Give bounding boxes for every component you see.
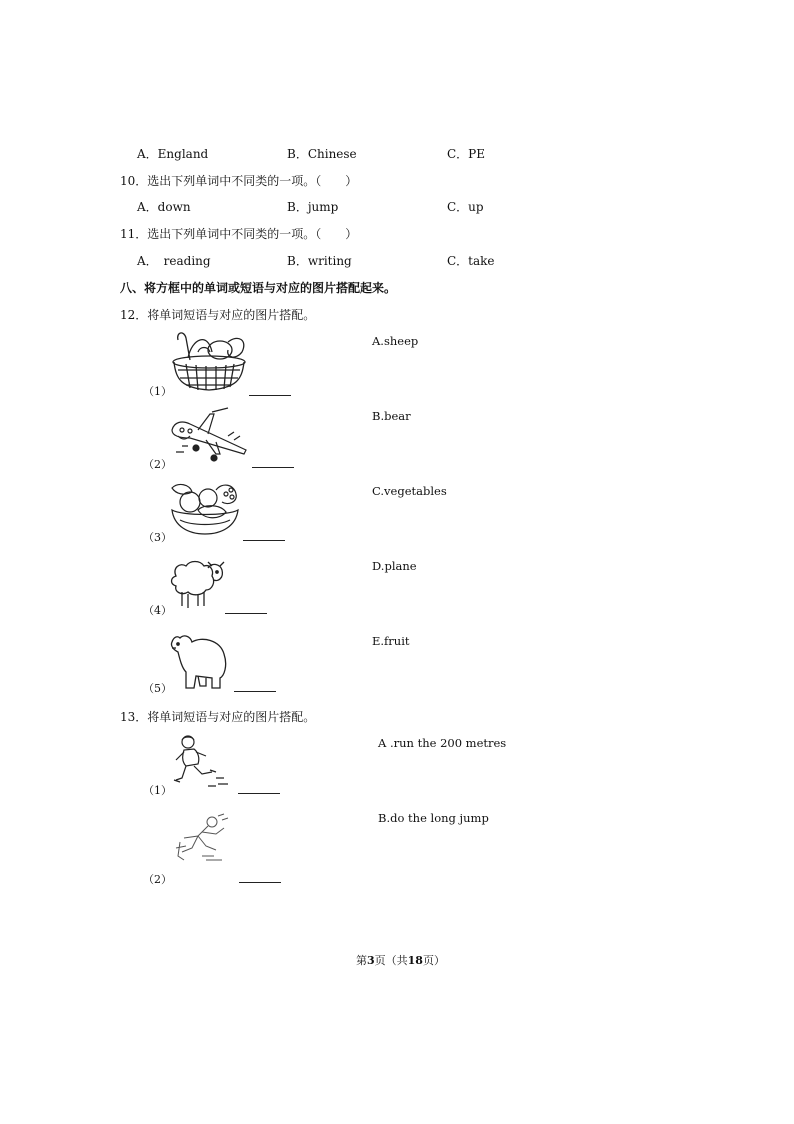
- q13-item-1-blank[interactable]: [238, 793, 280, 794]
- q10-stem: 10．选出下列单词中不同类的一项。（ ）: [120, 174, 358, 188]
- long-jump-icon: [172, 812, 230, 866]
- q12-word-e: E.fruit: [372, 634, 410, 648]
- footer-mid: 页（共: [374, 954, 408, 967]
- q12-item-4-blank[interactable]: [225, 613, 267, 614]
- q9-option-a: A．England: [137, 147, 209, 161]
- q10-option-c: C．up: [447, 200, 484, 214]
- q13-item-2-number: （2）: [143, 873, 172, 886]
- q9-option-c: C．PE: [447, 147, 486, 161]
- q12-item-1-blank[interactable]: [249, 395, 291, 396]
- q10-option-a: A．down: [137, 200, 191, 214]
- footer-page-number: 3: [367, 954, 375, 967]
- q13-item-2-blank[interactable]: [239, 882, 281, 883]
- q12-word-d: D.plane: [372, 559, 417, 573]
- footer-prefix: 第: [356, 954, 367, 967]
- q12-item-5-number: （5）: [143, 682, 172, 695]
- q12-word-b: B.bear: [372, 409, 411, 423]
- q11-stem: 11．选出下列单词中不同类的一项。（ ）: [120, 227, 358, 241]
- q12-stem: 12．将单词短语与对应的图片搭配。: [120, 308, 316, 322]
- q11-option-a: A． reading: [137, 254, 211, 268]
- footer-total-pages: 18: [407, 954, 423, 967]
- plane-icon: [168, 406, 252, 464]
- q12-item-1-number: （1）: [143, 385, 172, 398]
- q12-word-c: C.vegetables: [372, 484, 447, 498]
- q10-option-b: B．jump: [287, 200, 339, 214]
- basket-of-vegetables-icon: [168, 328, 250, 392]
- q12-item-2-blank[interactable]: [252, 467, 294, 468]
- q11-option-c: C．take: [447, 254, 495, 268]
- running-boy-icon: [172, 734, 230, 792]
- q12-item-5-blank[interactable]: [234, 691, 276, 692]
- q12-item-3-blank[interactable]: [243, 540, 285, 541]
- q13-stem: 13．将单词短语与对应的图片搭配。: [120, 710, 316, 724]
- q12-item-4-number: （4）: [143, 604, 172, 617]
- q9-option-b: B．Chinese: [287, 147, 357, 161]
- q12-item-3-number: （3）: [143, 531, 172, 544]
- q12-word-a: A.sheep: [372, 334, 419, 348]
- fruit-bowl-icon: [168, 480, 242, 536]
- q13-word-b: B.do the long jump: [378, 811, 489, 825]
- footer-suffix: 页）: [422, 954, 445, 967]
- section-title: 八、将方框中的单词或短语与对应的图片搭配起来。: [120, 281, 397, 295]
- q12-item-2-number: （2）: [143, 458, 172, 471]
- q11-option-b: B．writing: [287, 254, 352, 268]
- page-footer: [356, 952, 445, 968]
- q13-word-a: A .run the 200 metres: [378, 736, 507, 750]
- sheep-icon: [168, 558, 226, 612]
- bear-icon: [168, 632, 230, 690]
- q13-item-1-number: （1）: [143, 784, 172, 797]
